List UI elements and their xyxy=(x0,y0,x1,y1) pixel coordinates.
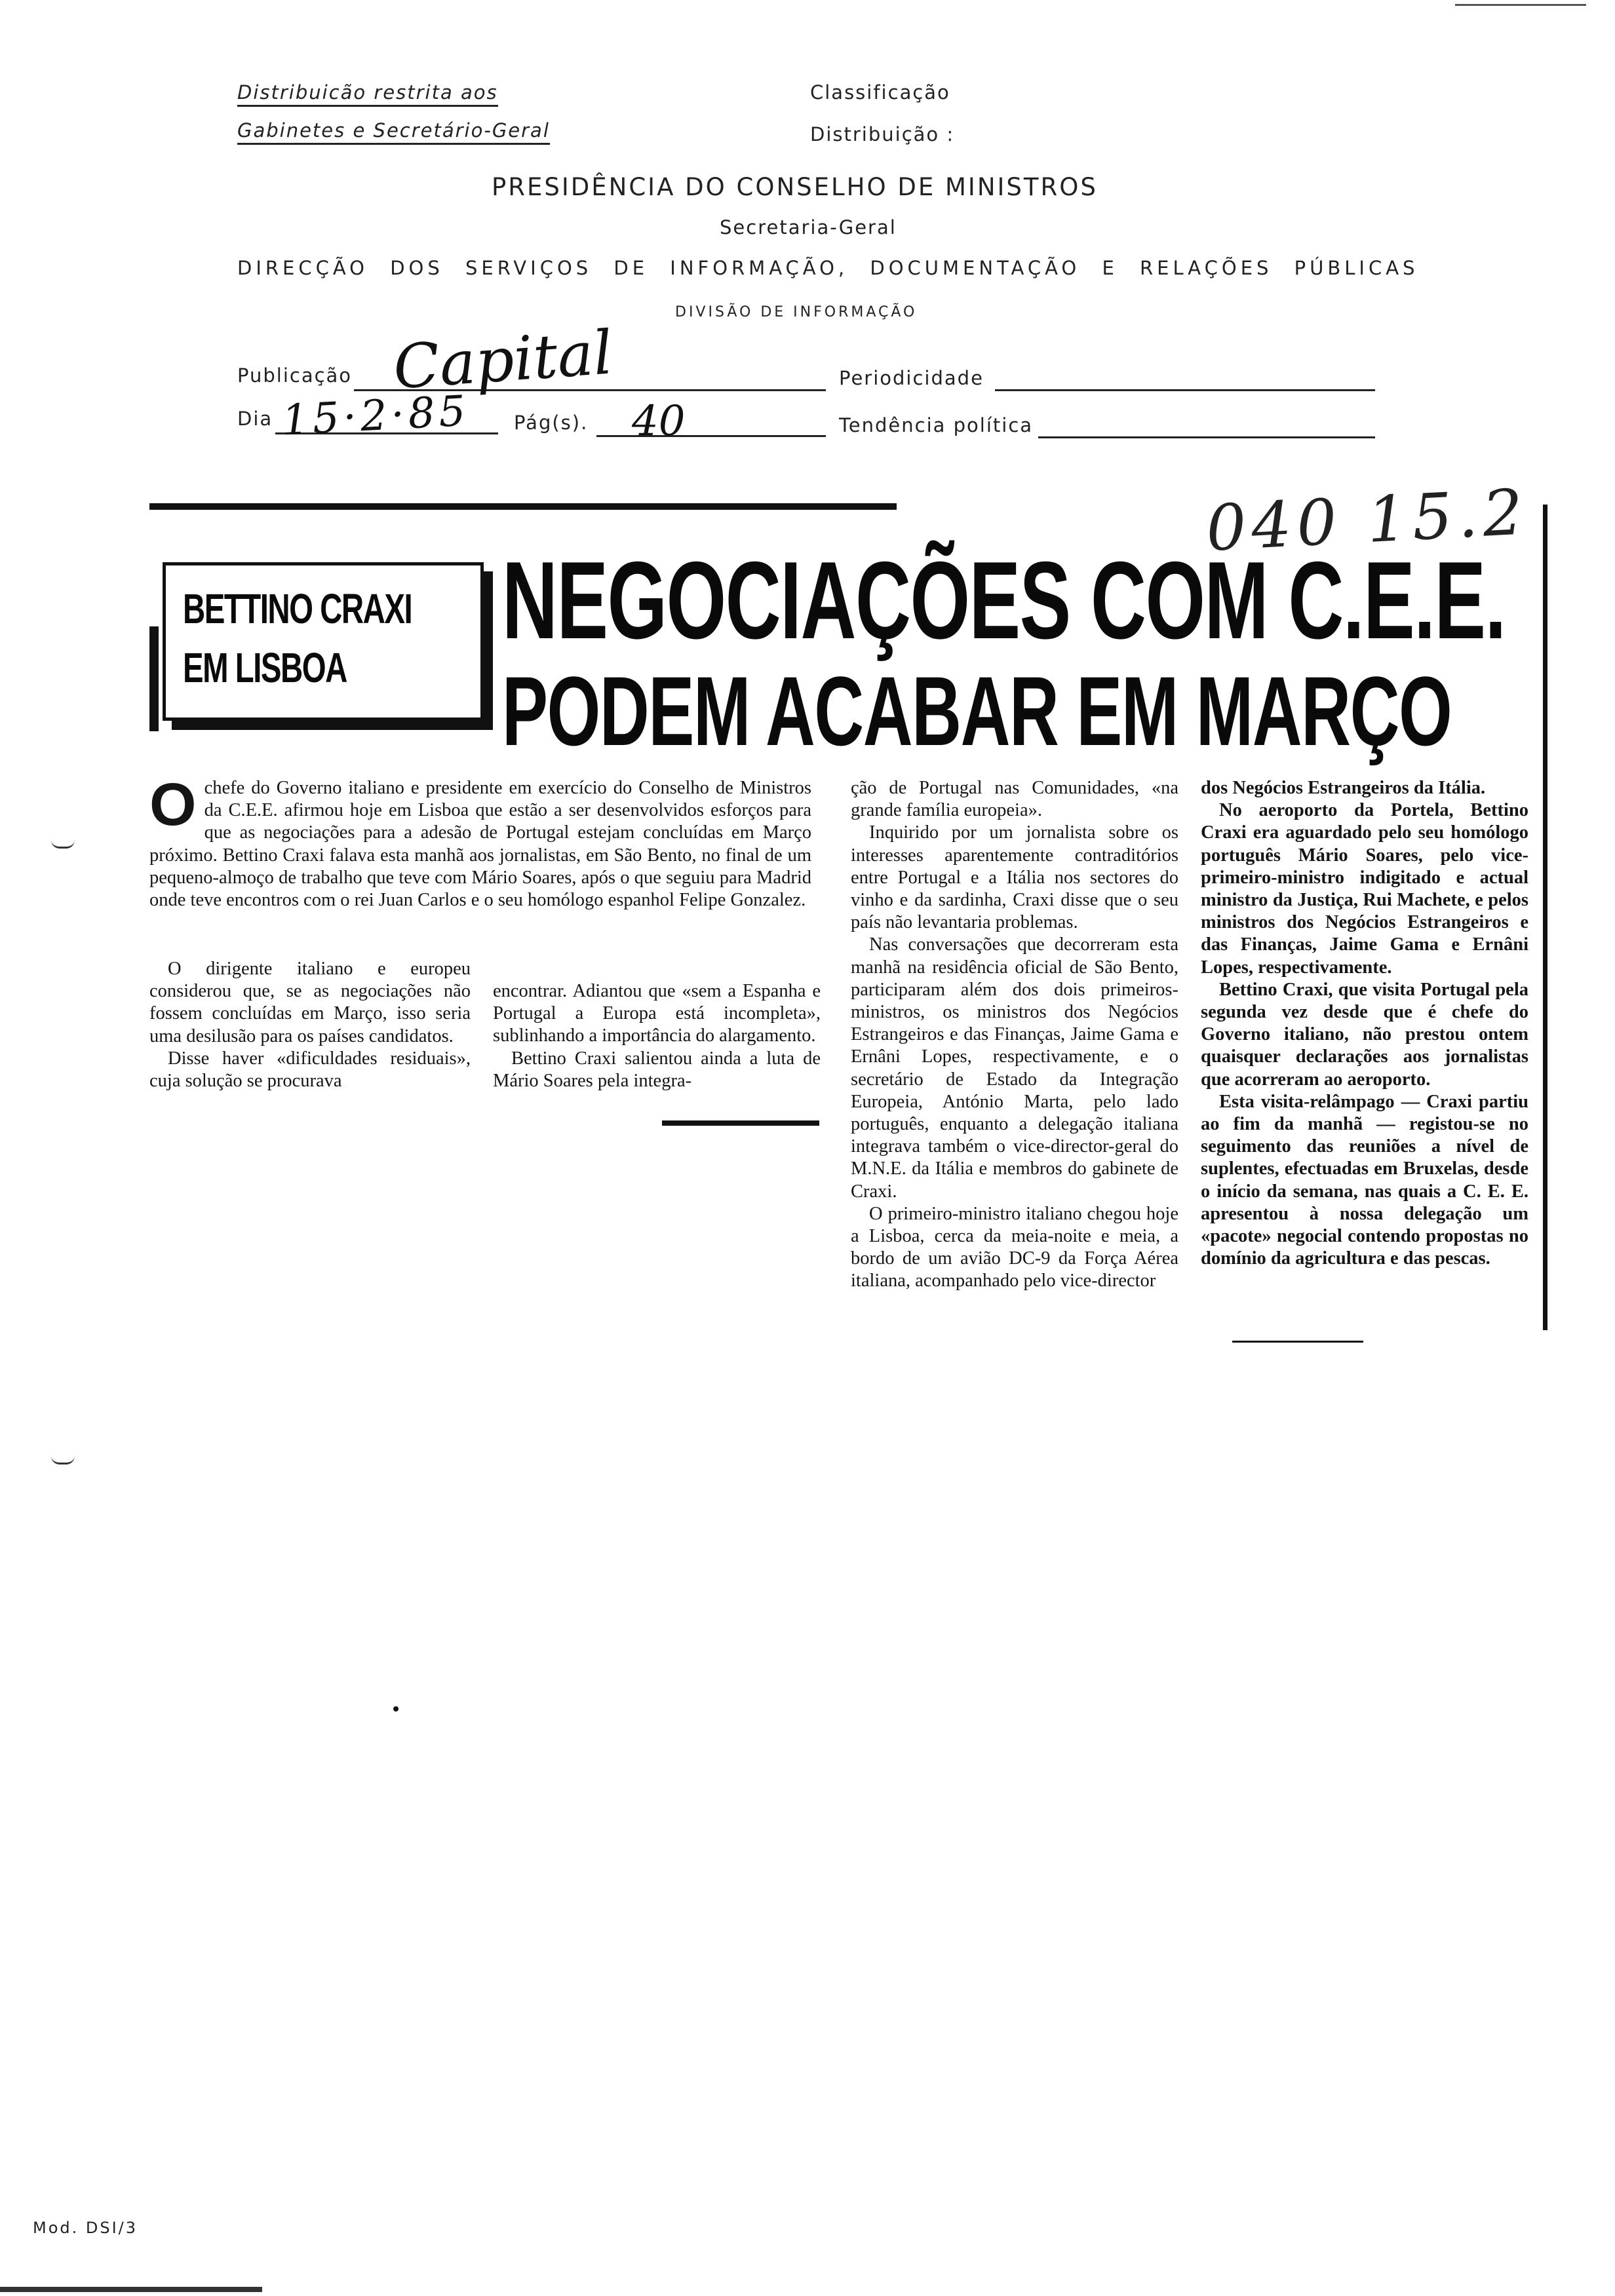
article-column-4 xyxy=(1201,777,1528,1270)
dia-label: Dia xyxy=(237,408,273,430)
article-column-1 xyxy=(149,958,471,1092)
headline-line2: PODEM ACABAR EM MARÇO xyxy=(502,656,1452,766)
article-column-3 xyxy=(851,777,1178,1293)
kicker-box xyxy=(163,562,484,721)
col2-paragraph-2: Bettino Craxi salientou ainda a luta de Mário Soares pela integra- xyxy=(493,1048,821,1091)
periodicidade-fill-line xyxy=(995,389,1375,391)
periodicidade-label: Periodicidade xyxy=(839,367,984,389)
col4-paragraph-3: Bettino Craxi, que visita Portugal pela segunda vez desde que é chefe do Governo italiano, não prestou ontem quaisquer declarações aos jornalistas que acorreram ao aeroporto. xyxy=(1201,979,1528,1090)
tendencia-fill-line xyxy=(1038,436,1375,438)
clipping-top-rule xyxy=(149,503,897,510)
handwritten-annotation: 040 15.2 xyxy=(1204,475,1530,565)
classificacao-label: Classificação xyxy=(810,81,950,104)
hole-punch-mark-1 xyxy=(51,840,75,849)
column-end-rule xyxy=(662,1120,819,1126)
lead-paragraph xyxy=(149,771,811,911)
publicacao-handwritten-value: Capital xyxy=(391,317,615,403)
tendencia-label: Tendência política xyxy=(839,414,1034,436)
col4-paragraph-4: Esta visita-relâmpago — Craxi partiu ao fim da manhã — registou-se no seguimento das reuniões a nível de suplentes, efectuadas em Bruxelas, desde o início da semana, nas quais a C. E. E. apresentou à nossa delegação um «pacote» negocial contendo propostas no domínio da agricultura e das pescas. xyxy=(1201,1091,1528,1269)
pags-label: Pág(s). xyxy=(514,411,589,434)
distribution-restriction-line1: Distribuicão restrita aos xyxy=(237,81,498,107)
lead-dropcap: O xyxy=(149,771,197,838)
col1-paragraph-1: O dirigente italiano e europeu considerou que, se as negociações não fossem concluídas em Março, isso seria uma desilusão para os países candidatos. xyxy=(149,959,471,1046)
dia-handwritten-value: 15·2·85 xyxy=(281,387,471,446)
org-title: PRESIDÊNCIA DO CONSELHO DE MINISTROS xyxy=(492,173,1098,201)
col3-paragraph-2: Inquirido por um jornalista sobre os interesses aparentemente contraditórios entre Portugal e a Itália nos sectores do vinho e da sardinha, Craxi disse que o seu país não levantaria problemas. xyxy=(851,822,1178,933)
pags-handwritten-value: 40 xyxy=(632,397,686,446)
org-subtitle: Secretaria-Geral xyxy=(720,216,897,239)
direction-line: DIRECÇÃO DOS SERVIÇOS DE INFORMAÇÃO, DOCUMENTAÇÃO E RELAÇÕES PÚBLICAS xyxy=(237,257,1419,279)
lead-text: chefe do Governo italiano e presidente em exercício do Conselho de Ministros da C.E.E. afirmou hoje em Lisboa que estão a ser desenvolvidos esforços para que as negociações para a adesão de Portugal estejam concluídas em Março próximo. Bettino Craxi falava esta manhã aos jornalistas, em São Bento, no final de um pequeno-almoço de trabalho que teve com Mário Soares, após o que seguiu para Madrid onde teve encontros com o rei Juan Carlos e o seu homólogo espanhol Felipe Gonzalez. xyxy=(149,778,811,911)
clipping-right-border xyxy=(1543,505,1547,1330)
headline-line1: NEGOCIAÇÕES COM C.E.E. xyxy=(502,539,1506,662)
col4-paragraph-2: No aeroporto da Portela, Bettino Craxi era aguardado pelo seu homólogo português Mário Soares, pelo vice-primeiro-ministro indigitado e actual ministro da Justiça, Rui Machete, e pelos ministros dos Negócios Estrangeiros e das Finanças, Jaime Gama e Ernâni Lopes, respectivamente. xyxy=(1201,800,1528,978)
col2-paragraph-1: encontrar. Adiantou que «sem a Espanha e Portugal a Europa está incompleta», sublinhando a importância do alargamento. xyxy=(493,981,821,1046)
scan-dot xyxy=(393,1706,399,1712)
col3-paragraph-4: O primeiro-ministro italiano chegou hoje a Lisboa, cerca da meia-noite e meia, a bordo de um avião DC-9 da Força Aérea italiana, acompanhado pelo vice-director xyxy=(851,1203,1178,1292)
col4-paragraph-1: dos Negócios Estrangeiros da Itália. xyxy=(1201,778,1486,798)
article-end-rule xyxy=(1232,1341,1363,1343)
publicacao-label: Publicação xyxy=(237,364,353,387)
col3-paragraph-1: ção de Portugal nas Comunidades, «na grande família europeia». xyxy=(851,778,1178,821)
form-code: Mod. DSI/3 xyxy=(33,2219,138,2237)
pags-fill-line xyxy=(596,435,826,437)
col1-paragraph-2: Disse haver «dificuldades residuais», cuja solução se procurava xyxy=(149,1048,471,1092)
kicker-line1: BETTINO CRAXI xyxy=(183,585,412,632)
article-column-2 xyxy=(493,980,821,1092)
top-scan-edge xyxy=(1455,4,1586,6)
division-line: DIVISÃO DE INFORMAÇÃO xyxy=(675,304,918,320)
kicker-line2: EM LISBOA xyxy=(183,644,347,691)
bottom-scan-edge xyxy=(0,2287,262,2292)
distribution-restriction-line2: Gabinetes e Secretário-Geral xyxy=(237,119,550,145)
hole-punch-mark-2 xyxy=(51,1456,75,1464)
distribuicao-label: Distribuição : xyxy=(810,123,955,145)
col3-paragraph-3: Nas conversações que decorreram esta manhã na residência oficial de São Bento, participaram além dos dois primeiros-ministros, os ministros dos Negócios Estrangeiros e das Finanças, Jaime Gama e Ernâni Lopes, respectivamente, e o secretário de Estado da Integração Europeia, António Marta, pelo lado português, enquanto a delegação italiana integrava também o vice-director-geral do M.N.E. da Itália e membros do gabinete de Craxi. xyxy=(851,934,1178,1202)
box-left-bar xyxy=(149,626,159,731)
